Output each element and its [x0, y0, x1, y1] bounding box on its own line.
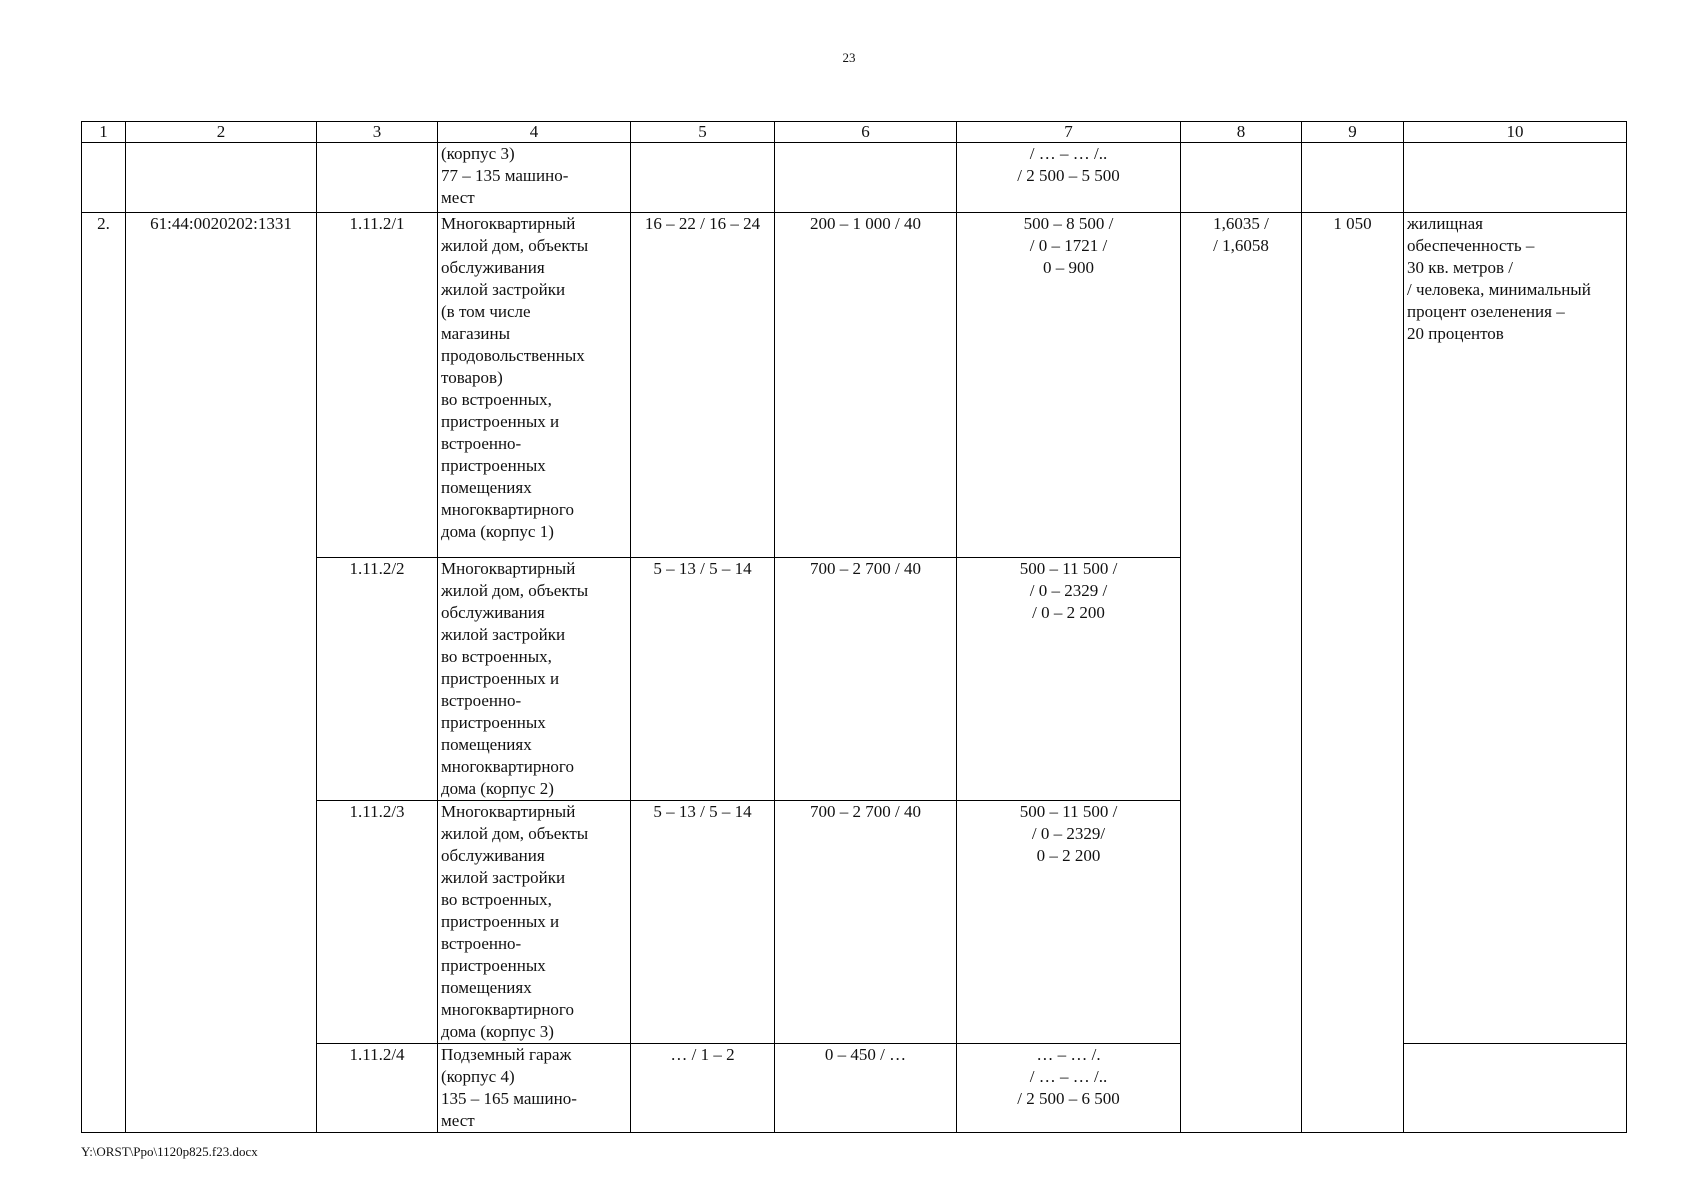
- notes-empty: [1404, 1044, 1627, 1133]
- col6-value: 0 – 450 / …: [775, 1044, 957, 1133]
- header-cell: 3: [317, 122, 438, 143]
- header-cell: 2: [126, 122, 317, 143]
- object-description: Многоквартирный жилой дом, объекты обслуживания жилой застройки во встроенных, пристроенных и встроенно- пристроенных помещениях многоквартирного дома (корпус 3): [438, 801, 631, 1044]
- header-cell: 9: [1302, 122, 1404, 143]
- col6-value: 700 – 2 700 / 40: [775, 801, 957, 1044]
- object-description: Многоквартирный жилой дом, объекты обслуживания жилой застройки во встроенных, пристроенных и встроенно- пристроенных помещениях многоквартирного дома (корпус 2): [438, 558, 631, 801]
- col6-value: 200 – 1 000 / 40: [775, 213, 957, 558]
- object-description: Подземный гараж (корпус 4) 135 – 165 машино- мест: [438, 1044, 631, 1133]
- page-number: 23: [842, 50, 856, 65]
- header-cell: 6: [775, 122, 957, 143]
- col9-value: 1 050: [1302, 213, 1404, 1133]
- continuation-row: [82, 143, 1627, 213]
- notes-value: жилищная обеспеченность – 30 кв. метров / / человека, минимальный процент озеленения – 20 процентов: [1404, 213, 1627, 1044]
- area-value: 1,6035 / / 1,6058: [1181, 213, 1302, 1133]
- floors-value: 5 – 13 / 5 – 14: [631, 558, 775, 801]
- zone-code: 1.11.2/1: [317, 213, 438, 558]
- data-table: [81, 121, 1627, 1133]
- cadastral-number: 61:44:0020202:1331: [126, 213, 317, 1133]
- header-cell: 10: [1404, 122, 1627, 143]
- floors-value: 5 – 13 / 5 – 14: [631, 801, 775, 1044]
- header-cell: 5: [631, 122, 775, 143]
- cont-col7: / … – … /.. / 2 500 – 5 500: [957, 143, 1181, 213]
- zone-code: 1.11.2/2: [317, 558, 438, 801]
- cont-description: (корпус 3) 77 – 135 машино- мест: [438, 143, 631, 213]
- header-row: [82, 122, 1627, 143]
- object-description: Многоквартирный жилой дом, объекты обслуживания жилой застройки (в том числе магазины продовольственных товаров) во встроенных, пристроенных и встроенно- пристроенных помещениях многоквартирного дома (корпус 1): [438, 213, 631, 558]
- row-number: 2.: [82, 213, 126, 1133]
- header-cell: 7: [957, 122, 1181, 143]
- file-path-footer: Y:\ORST\Ppo\1120p825.f23.docx: [81, 1144, 258, 1159]
- col7-value: 500 – 11 500 / / 0 – 2329 / / 0 – 2 200: [957, 558, 1181, 801]
- zone-code: 1.11.2/3: [317, 801, 438, 1044]
- col7-value: 500 – 8 500 / / 0 – 1721 / 0 – 900: [957, 213, 1181, 558]
- floors-value: … / 1 – 2: [631, 1044, 775, 1133]
- header-cell: 1: [82, 122, 126, 143]
- header-cell: 4: [438, 122, 631, 143]
- col7-value: … – … /. / … – … /.. / 2 500 – 6 500: [957, 1044, 1181, 1133]
- zone-code: 1.11.2/4: [317, 1044, 438, 1133]
- col7-value: 500 – 11 500 / / 0 – 2329/ 0 – 2 200: [957, 801, 1181, 1044]
- floors-value: 16 – 22 / 16 – 24: [631, 213, 775, 558]
- col6-value: 700 – 2 700 / 40: [775, 558, 957, 801]
- table-row: [82, 213, 1627, 558]
- header-cell: 8: [1181, 122, 1302, 143]
